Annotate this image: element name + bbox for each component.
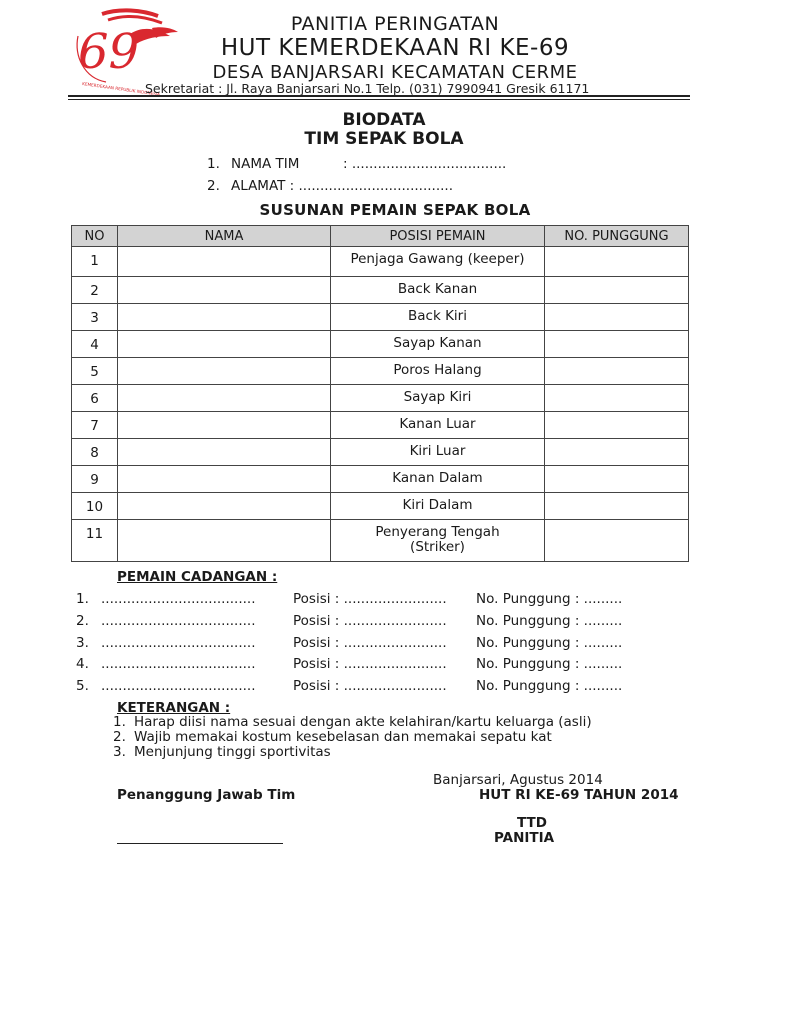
col-header-no: NO — [72, 226, 118, 247]
reserve-jersey-field[interactable]: No. Punggung : ......... — [476, 678, 623, 694]
table-row — [72, 385, 689, 412]
header-line-1: PANITIA PERINGATAN — [290, 13, 500, 35]
note-num: 1. — [113, 714, 126, 730]
reserve-position-field[interactable]: Posisi : ........................ — [293, 656, 447, 672]
position-cell: Kanan Dalam — [331, 466, 545, 493]
table-row — [72, 304, 689, 331]
team-responsible-label: Penanggung Jawab Tim — [117, 787, 296, 803]
row-no: 10 — [72, 493, 118, 520]
row-no: 5 — [72, 358, 118, 385]
player-name-cell[interactable] — [118, 331, 331, 358]
signature-line[interactable] — [117, 843, 283, 844]
player-name-cell[interactable] — [118, 304, 331, 331]
reserve-jersey-field[interactable]: No. Punggung : ......... — [476, 635, 623, 651]
reserve-name-field[interactable]: .................................... — [101, 656, 256, 672]
row-no: 2 — [72, 277, 118, 304]
svg-text:KEMERDEKAAN REPUBLIK INDONESIA: KEMERDEKAAN REPUBLIK INDONESIA — [81, 81, 161, 97]
reserve-jersey-field[interactable]: No. Punggung : ......... — [476, 591, 623, 607]
header-divider-thin — [68, 99, 690, 100]
player-name-cell[interactable] — [118, 247, 331, 277]
table-row — [72, 520, 689, 562]
position-cell: Penjaga Gawang (keeper) — [331, 247, 545, 277]
position-cell: Back Kanan — [331, 277, 545, 304]
position-cell: Kiri Dalam — [331, 493, 545, 520]
table-row — [72, 493, 689, 520]
player-name-cell[interactable] — [118, 439, 331, 466]
reserves-title: PEMAIN CADANGAN : — [117, 569, 278, 585]
notes-title: KETERANGAN : — [117, 700, 231, 716]
jersey-number-cell[interactable] — [545, 247, 689, 277]
reserve-num: 4. — [76, 656, 89, 672]
position-cell: Poros Halang — [331, 358, 545, 385]
place-date: Banjarsari, Agustus 2014 — [433, 772, 603, 788]
jersey-number-cell[interactable] — [545, 358, 689, 385]
player-name-cell[interactable] — [118, 493, 331, 520]
table-row — [72, 412, 689, 439]
lineup-section-title: SUSUNAN PEMAIN SEPAK BOLA — [259, 201, 531, 219]
player-lineup-table — [71, 225, 689, 562]
reserve-name-field[interactable]: .................................... — [101, 678, 256, 694]
jersey-number-cell[interactable] — [545, 439, 689, 466]
table-row — [72, 439, 689, 466]
svg-text:69: 69 — [78, 24, 140, 80]
table-row — [72, 466, 689, 493]
reserve-position-field[interactable]: Posisi : ........................ — [293, 591, 447, 607]
jersey-number-cell[interactable] — [545, 466, 689, 493]
position-cell — [331, 520, 545, 562]
player-name-cell[interactable] — [118, 277, 331, 304]
jersey-number-cell[interactable] — [545, 385, 689, 412]
header-line-2: HUT KEMERDEKAAN RI KE-69 — [220, 35, 570, 61]
row-no: 3 — [72, 304, 118, 331]
row-no: 8 — [72, 439, 118, 466]
secretariat-address: Sekretariat : Jl. Raya Banjarsari No.1 Telp. (031) 7990941 Gresik 61171 — [145, 81, 590, 96]
reserve-jersey-field[interactable]: No. Punggung : ......... — [476, 656, 623, 672]
player-name-cell[interactable] — [118, 466, 331, 493]
jersey-number-cell[interactable] — [545, 520, 689, 562]
row-no: 1 — [72, 247, 118, 277]
reserve-position-field[interactable]: Posisi : ........................ — [293, 635, 447, 651]
header-line-3: DESA BANJARSARI KECAMATAN CERME — [212, 62, 578, 83]
team-name-field[interactable]: : .................................... — [343, 156, 507, 172]
position-line-2: (Striker) — [410, 539, 465, 555]
panitia-label: PANITIA — [494, 830, 555, 846]
jersey-number-cell[interactable] — [545, 412, 689, 439]
reserve-position-field[interactable]: Posisi : ........................ — [293, 678, 447, 694]
table-row — [72, 277, 689, 304]
reserve-name-field[interactable]: .................................... — [101, 613, 256, 629]
reserve-num: 2. — [76, 613, 89, 629]
note-num: 3. — [113, 744, 126, 760]
row-no: 7 — [72, 412, 118, 439]
table-header-row — [72, 226, 689, 247]
position-cell: Kiri Luar — [331, 439, 545, 466]
player-name-cell[interactable] — [118, 412, 331, 439]
note-num: 2. — [113, 729, 126, 745]
position-cell: Sayap Kanan — [331, 331, 545, 358]
row-no: 6 — [72, 385, 118, 412]
position-cell: Back Kiri — [331, 304, 545, 331]
row-no: 9 — [72, 466, 118, 493]
position-cell: Sayap Kiri — [331, 385, 545, 412]
table-row — [72, 358, 689, 385]
note-text: Wajib memakai kostum kesebelasan dan memakai sepatu kat — [134, 729, 552, 745]
col-header-posisi: POSISI PEMAIN — [331, 226, 545, 247]
player-name-cell[interactable] — [118, 520, 331, 562]
position-cell: Kanan Luar — [331, 412, 545, 439]
col-header-nama: NAMA — [118, 226, 331, 247]
table-row — [72, 247, 689, 277]
jersey-number-cell[interactable] — [545, 331, 689, 358]
jersey-number-cell[interactable] — [545, 304, 689, 331]
col-header-punggung: NO. PUNGGUNG — [545, 226, 689, 247]
player-name-cell[interactable] — [118, 358, 331, 385]
row-no: 11 — [72, 520, 118, 562]
ttd-label: TTD — [517, 815, 547, 831]
reserve-name-field[interactable]: .................................... — [101, 635, 256, 651]
committee-label: HUT RI KE-69 TAHUN 2014 — [479, 787, 679, 803]
player-name-cell[interactable] — [118, 385, 331, 412]
reserve-num: 5. — [76, 678, 89, 694]
reserve-num: 1. — [76, 591, 89, 607]
row-no: 4 — [72, 331, 118, 358]
table-row — [72, 331, 689, 358]
reserve-jersey-field[interactable]: No. Punggung : ......... — [476, 613, 623, 629]
jersey-number-cell[interactable] — [545, 493, 689, 520]
team-address-num: 2. — [207, 178, 220, 194]
doc-subtitle: TIM SEPAK BOLA — [304, 129, 464, 149]
header-divider-thick — [68, 95, 690, 97]
team-address-field[interactable]: ALAMAT : .................................... — [231, 178, 453, 194]
reserve-position-field[interactable]: Posisi : ........................ — [293, 613, 447, 629]
note-text: Harap diisi nama sesuai dengan akte kelahiran/kartu keluarga (asli) — [134, 714, 592, 730]
reserve-name-field[interactable]: .................................... — [101, 591, 256, 607]
reserve-num: 3. — [76, 635, 89, 651]
team-name-num: 1. — [207, 156, 220, 172]
team-name-label: NAMA TIM — [231, 156, 300, 172]
doc-title: BIODATA — [342, 110, 426, 130]
note-text: Menjunjung tinggi sportivitas — [134, 744, 331, 760]
position-line-1: Penyerang Tengah — [375, 524, 500, 540]
jersey-number-cell[interactable] — [545, 277, 689, 304]
